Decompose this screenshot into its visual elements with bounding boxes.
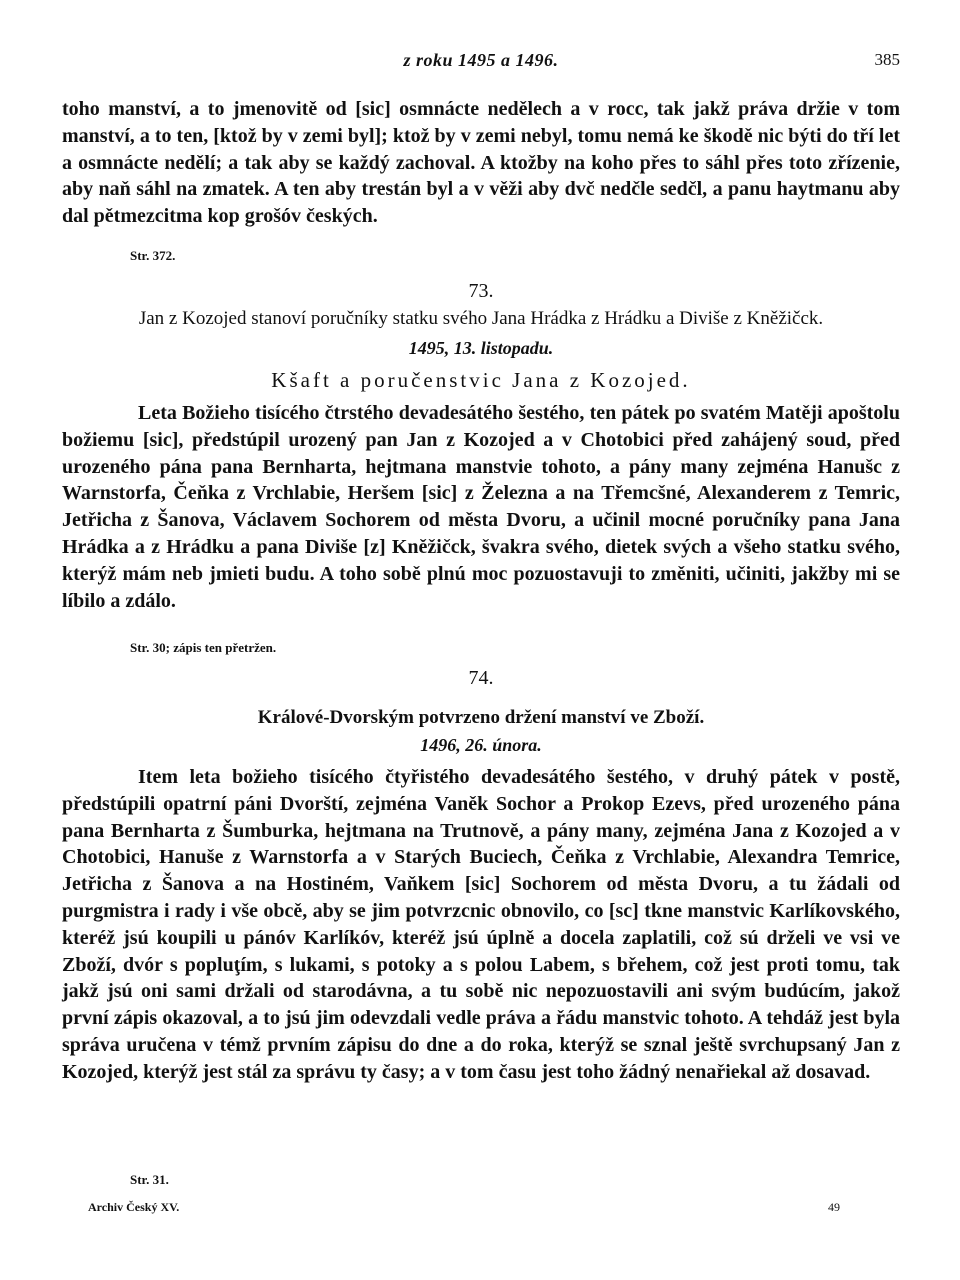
doc-73-source-note: Str. 30; zápis ten přetržen. bbox=[130, 640, 277, 655]
doc-73-text: Leta Božieho tisícého čtrstého devadesátého šestého, ten pátek po svatém Matěji apoštolu božiemu [sic], předstúpil urozený pan Jan z Kozojed a v Chotobici před zahájený soud, před urozeného pána pana Bernharta, hejtmana manstvie tohoto, a pány many zejména Hanušc z Warnstorfa, Čeňka z Vrchlabie, Heršem [sic] z Železna a na Třemcšné, Alexanderem z Temric, Jetřicha z Šanova, Václavem Sochorem od města Dvoru, a učinil mocné poručníky pana Jana Hrádka a z Hrádku a pana Diviše [z] Kněžičck, švakra svého, dietek svých a všeho statku svého, kterýž mám neb jmieti budu. A toho sobě plnú moc pozuostavuji to změniti, učiniti, jakžby mi se líbilo a zdálo. bbox=[62, 402, 900, 612]
doc-73-summary: Jan z Kozojed stanoví poručníky statku svého Jana Hrádka z Hrádku a Diviše z Kněžičck. bbox=[138, 308, 824, 329]
doc-73-title: Kšaft a poručenstvic Jana z Kozojed. bbox=[271, 368, 691, 392]
continuation-paragraph bbox=[62, 96, 900, 230]
continuation-source-note: Str. 372. bbox=[130, 248, 176, 263]
doc-73-number: 73. bbox=[468, 280, 494, 302]
page-footer bbox=[88, 1200, 840, 1220]
doc-74-source-note: Str. 31. bbox=[130, 1172, 169, 1187]
doc-74-summary: Králové-Dvorským potvrzeno držení manství ve Zboží. bbox=[257, 707, 705, 728]
doc-73-body bbox=[62, 400, 900, 614]
continuation-text: toho manství, a to jmenovitě od [sic] osmnácte nedělech a v rocc, tak jakž práva držie v tom manství, a to ten, [ktož by v zemi byl]; ktož by v zemi nebyl, tomu nemá ke škodě nic býti do tří let a osmnácte nedělí; a tak aby se každý zachoval. A ktožby na koho přes to sáhl přes toto zřízenie, aby naň sáhl na zmatek. A ten aby trestán byl a v věži aby dvč nedčle sedčl, a panu haytmanu aby dal pětmezcitma kop grošóv českých. bbox=[62, 98, 900, 228]
running-header bbox=[62, 50, 900, 74]
running-title: z roku 1495 a 1496. bbox=[403, 50, 559, 70]
doc-74-body bbox=[62, 764, 900, 1086]
footer-sheet-number: 49 bbox=[828, 1200, 840, 1214]
doc-74-text: Item leta božieho tisícého čtyřistého devadesátého šestého, v druhý pátek v postě, předstúpili opatrní páni Dvorští, zejména Vaněk Sochor a Prokop Ezevs, před urozeného pána pana Bernharta z Šumburka, hejtmana na Trutnově, a pány many, zejména Jana z Kozojed a v Chotobici, Hanuše z Warnstorfa a v Starých Buciech, Čeňka z Vrchlabie, Alexandra Temrice, Jetřicha z Šanova a na Hostiném, Vaňkem [sic] Sochorem od města Dvoru, a tu žádali od purgmistra i rady i vše obcě, aby se jim potvrzcnic obnovilo, co [sc] tkne manstvic Karlíkovského, kteréž jsú koupili u pánóv Karlíkóv, kteréž jsú úplně a docela zaplatili, což sú drželi ve vsi ve Zboží, dvór s popluţím, s lukami, s potoky a s polou Labem, s břehem, což jest proti tomu, tak jakž jsú oni sami držali od starodávna, a tu sobě nic nepozuostavili ani svým budúcím, jakož první zápis okazoval, a to jsú jim odevzdali vedle práva a řádu manstvic tohoto. A tehdáž jest byla správa uručena v témž prvním zápisu do dne a do roka, kterýž se sznal ještě svrchupsaný Jan z Kozojed, kterýž jest stál za správu ty časy; a v tom času jest toho žádný nenařiekal až dosavad. bbox=[62, 766, 900, 1083]
doc-74-date: 1496, 26. února. bbox=[420, 735, 542, 755]
footer-signature: Archiv Český XV. bbox=[88, 1200, 180, 1214]
doc-73-date: 1495, 13. listopadu. bbox=[408, 338, 554, 358]
doc-74-number: 74. bbox=[468, 667, 494, 689]
page-number: 385 bbox=[874, 50, 900, 69]
